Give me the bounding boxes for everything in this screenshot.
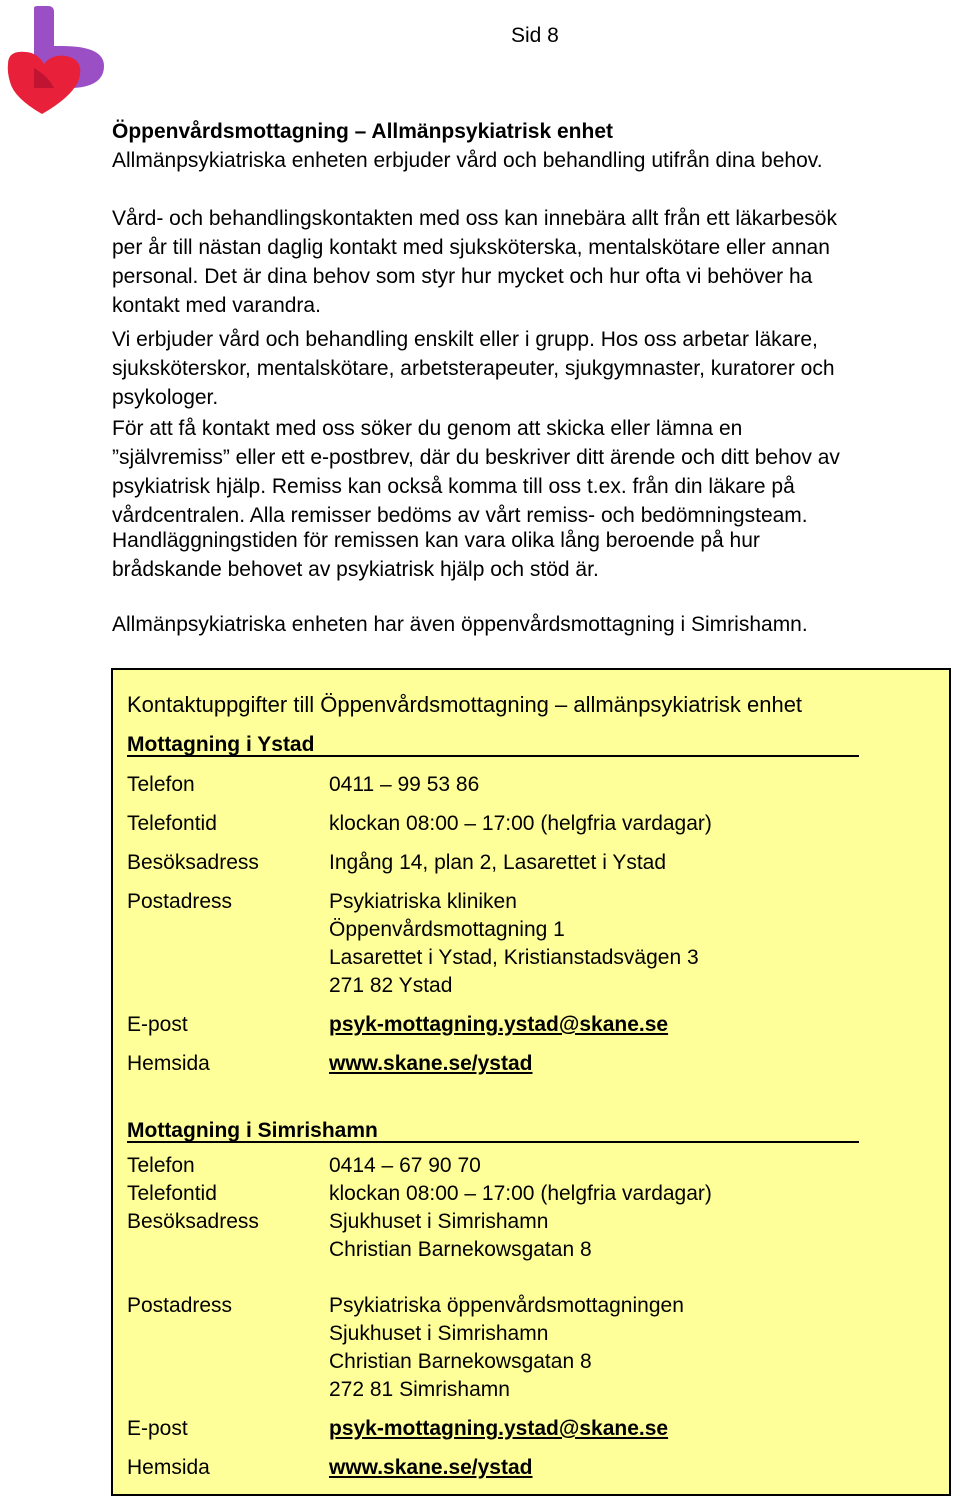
simrishamn-post-line: Sjukhuset i Simrishamn	[329, 1322, 549, 1345]
simrishamn-heading-underline	[127, 1141, 859, 1143]
simrishamn-post-line: 272 81 Simrishamn	[329, 1378, 510, 1401]
section-heading: Öppenvårdsmottagning – Allmänpsykiatrisk enhet	[112, 120, 614, 143]
body-line: brådskande behovet av psykiatrisk hjälp och stöd är.	[112, 558, 599, 581]
simrishamn-post-label: Postadress	[127, 1294, 233, 1317]
body-line: sjuksköterskor, mentalskötare, arbetsterapeuter, sjukgymnaster, kuratorer och	[112, 357, 835, 380]
body-line: psykologer.	[112, 386, 219, 409]
simrishamn-besok-line: Christian Barnekowsgatan 8	[329, 1238, 592, 1261]
ystad-heading: Mottagning i Ystad	[127, 733, 315, 756]
ystad-hemsida-link[interactable]: www.skane.se/ystad	[329, 1052, 533, 1075]
simrishamn-hemsida-label: Hemsida	[127, 1456, 210, 1479]
simrishamn-epost-link[interactable]: psyk-mottagning.ystad@skane.se	[329, 1417, 669, 1440]
ystad-heading-underline	[127, 755, 859, 757]
region-skane-logo	[4, 6, 104, 118]
simrishamn-hemsida-link[interactable]: www.skane.se/ystad	[329, 1456, 533, 1479]
ystad-epost-label: E-post	[127, 1013, 188, 1036]
ystad-telefon: 0411 – 99 53 86	[329, 773, 480, 796]
body-line: Allmänpsykiatriska enheten har även öppenvårdsmottagning i Simrishamn.	[112, 613, 808, 636]
body-line: Vård- och behandlingskontakten med oss kan innebära allt från ett läkarbesök	[112, 207, 837, 230]
ystad-post-line: Öppenvårdsmottagning 1	[329, 918, 565, 941]
ystad-telefontid-label: Telefontid	[127, 812, 217, 835]
body-line: För att få kontakt med oss söker du genom att skicka eller lämna en	[112, 417, 743, 440]
simrishamn-post-line: Psykiatriska öppenvårdsmottagningen	[329, 1294, 684, 1317]
ystad-besok-label: Besöksadress	[127, 851, 259, 874]
body-line: Handläggningstiden för remissen kan vara olika lång beroende på hur	[112, 529, 760, 552]
page-number: Sid 8	[511, 24, 559, 47]
simrishamn-telefontid: klockan 08:00 – 17:00 (helgfria vardagar)	[329, 1182, 712, 1205]
body-line: Vi erbjuder vård och behandling enskilt eller i grupp. Hos oss arbetar läkare,	[112, 328, 818, 351]
simrishamn-heading: Mottagning i Simrishamn	[127, 1119, 378, 1142]
ystad-post-line: Psykiatriska kliniken	[329, 890, 517, 913]
simrishamn-epost-label: E-post	[127, 1417, 188, 1440]
ystad-epost-link[interactable]: psyk-mottagning.ystad@skane.se	[329, 1013, 669, 1036]
simrishamn-besok-line: Sjukhuset i Simrishamn	[329, 1210, 549, 1233]
body-line: kontakt med varandra.	[112, 294, 321, 317]
body-line: vårdcentralen. Alla remisser bedöms av vårt remiss- och bedömningsteam.	[112, 504, 808, 527]
body-line: psykiatrisk hjälp. Remiss kan också komma till oss t.ex. från din läkare på	[112, 475, 795, 498]
contact-box	[111, 668, 951, 1496]
ystad-telefon-label: Telefon	[127, 773, 195, 796]
body-line: per år till nästan daglig kontakt med sjuksköterska, mentalskötare eller annan	[112, 236, 830, 259]
simrishamn-telefontid-label: Telefontid	[127, 1182, 217, 1205]
body-line: ”självremiss” eller ett e-postbrev, där du beskriver ditt ärende och ditt behov av	[112, 446, 840, 469]
ystad-post-line: Lasarettet i Ystad, Kristianstadsvägen 3	[329, 946, 699, 969]
body-line: personal. Det är dina behov som styr hur mycket och hur ofta vi behöver ha	[112, 265, 813, 288]
ystad-post-label: Postadress	[127, 890, 233, 913]
simrishamn-telefon: 0414 – 67 90 70	[329, 1154, 481, 1177]
body-line: Allmänpsykiatriska enheten erbjuder vård och behandling utifrån dina behov.	[112, 149, 823, 172]
ystad-telefontid: klockan 08:00 – 17:00 (helgfria vardagar)	[329, 812, 712, 835]
simrishamn-besok-label: Besöksadress	[127, 1210, 259, 1233]
contact-title: Kontaktuppgifter till Öppenvårdsmottagning – allmänpsykiatrisk enhet	[127, 692, 803, 717]
simrishamn-telefon-label: Telefon	[127, 1154, 195, 1177]
ystad-besok: Ingång 14, plan 2, Lasarettet i Ystad	[329, 851, 667, 874]
simrishamn-post-line: Christian Barnekowsgatan 8	[329, 1350, 592, 1373]
ystad-post-line: 271 82 Ystad	[329, 974, 453, 997]
ystad-hemsida-label: Hemsida	[127, 1052, 210, 1075]
